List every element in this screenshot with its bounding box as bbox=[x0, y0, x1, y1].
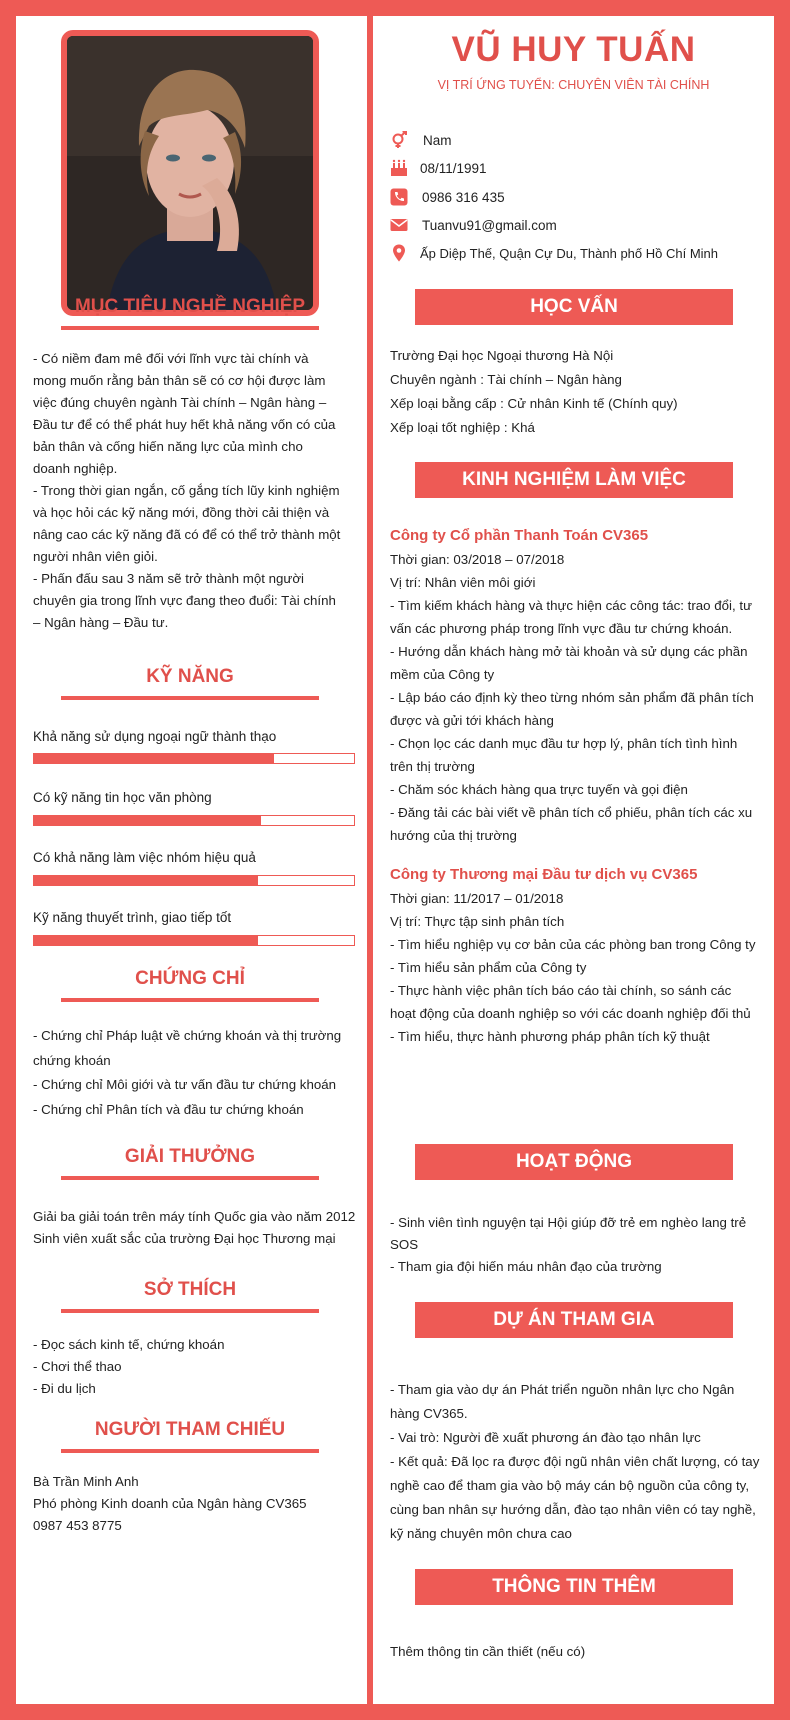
reference-name: Bà Trần Minh Anh bbox=[33, 1474, 139, 1489]
job-company: Công ty Cổ phần Thanh Toán CV365 bbox=[390, 527, 649, 544]
extra-info-title: THÔNG TIN THÊM bbox=[415, 1569, 733, 1605]
projects-title: DỰ ÁN THAM GIA bbox=[415, 1302, 733, 1338]
job-role: Vị trí: Thực tập sinh phân tích bbox=[390, 914, 565, 929]
gender-icon bbox=[390, 131, 408, 149]
project-item: - Vai trò: Người đề xuất phương án đào tạo nhân lực bbox=[390, 1430, 701, 1445]
job-task: - Hướng dẫn khách hàng mở tài khoản và sử dụng các phần mềm của Công ty bbox=[390, 644, 748, 682]
career-goal-title: MỤC TIÊU NGHỀ NGHIỆP bbox=[61, 296, 319, 318]
career-goal-text bbox=[33, 348, 341, 634]
skill-bar bbox=[33, 815, 355, 826]
education-title: HỌC VẤN bbox=[415, 289, 733, 325]
right-column bbox=[373, 16, 774, 1704]
certificate-item: - Chứng chỉ Pháp luật về chứng khoán và thị trường chứng khoán bbox=[33, 1028, 342, 1068]
contact-gender bbox=[390, 129, 452, 151]
awards-title: GIẢI THƯỞNG bbox=[61, 1146, 319, 1168]
job-task: - Chăm sóc khách hàng qua trực tuyến và gọi điện bbox=[390, 782, 688, 797]
contact-phone bbox=[390, 186, 505, 208]
certificate-item: - Chứng chỉ Môi giới và tư vấn đầu tư chứng khoán bbox=[33, 1077, 337, 1092]
extra-info-text: Thêm thông tin cần thiết (nếu có) bbox=[390, 1644, 586, 1659]
phone-value: 0986 316 435 bbox=[422, 189, 505, 205]
contact-birthday bbox=[390, 157, 487, 179]
education-line: Xếp loại tốt nghiệp : Khá bbox=[390, 420, 535, 435]
education-block bbox=[390, 344, 760, 440]
skills-title: KỸ NĂNG bbox=[61, 666, 319, 688]
education-line: Chuyên ngành : Tài chính – Ngân hàng bbox=[390, 372, 622, 387]
certificates-list bbox=[33, 1024, 349, 1122]
career-goal-paragraph: - Trong thời gian ngắn, cố gắng tích lũy kinh nghiệm và học hỏi các kỹ năng mới, đồng thời cải thiện và nâng cao các kỹ năng đã có để có thể trở thành một người nhân viên giỏi. bbox=[33, 483, 341, 564]
skill-bar bbox=[33, 875, 355, 886]
phone-icon bbox=[390, 188, 408, 206]
email-icon bbox=[390, 216, 408, 234]
project-item: - Kết quả: Đã lọc ra được đội ngũ nhân viên chất lượng, có tay nghề cao để tham gia vào bộ máy cán bộ nguồn của công ty, cùng ban nhân sự hướng dẫn, đào tạo nhân viên có tay nghề, kỹ năng chuyên môn chưa cao bbox=[390, 1454, 760, 1541]
activity-item: - Tham gia đội hiến máu nhân đạo của trường bbox=[390, 1259, 662, 1274]
projects-block bbox=[390, 1378, 760, 1546]
job-task: - Tìm hiểu, thực hành phương pháp phân tích kỹ thuật bbox=[390, 1029, 710, 1044]
job-task: - Tìm hiểu sản phẩm của Công ty bbox=[390, 960, 587, 975]
left-column bbox=[16, 16, 367, 1704]
certificate-item: - Chứng chỉ Phân tích và đầu tư chứng khoán bbox=[33, 1101, 304, 1117]
skill-bar-fill bbox=[34, 876, 258, 885]
job-company: Công ty Thương mại Đầu tư dịch vụ CV365 bbox=[390, 866, 698, 883]
job-time: Thời gian: 03/2018 – 07/2018 bbox=[390, 552, 565, 567]
skill-label: Khả năng sử dụng ngoại ngữ thành thạo bbox=[33, 729, 277, 744]
activities-block bbox=[390, 1212, 760, 1278]
position-title: VỊ TRÍ ỨNG TUYỂN: CHUYÊN VIÊN TÀI CHÍNH bbox=[437, 78, 710, 92]
birthday-value: 08/11/1991 bbox=[420, 160, 487, 176]
hobby-item: - Chơi thể thao bbox=[33, 1359, 122, 1374]
reference-role: Phó phòng Kinh doanh của Ngân hàng CV365 bbox=[33, 1496, 307, 1511]
candidate-name: VŨ HUY TUẤN bbox=[451, 30, 696, 69]
career-goal-paragraph: - Phấn đấu sau 3 năm sẽ trở thành một người chuyên gia trong lĩnh vực đang theo đuổi: Tài chính – Ngân hàng – Đầu tư. bbox=[33, 571, 336, 630]
project-item: - Tham gia vào dự án Phát triển nguồn nhân lực cho Ngân hàng CV365. bbox=[390, 1382, 735, 1421]
job-task: - Đăng tải các bài viết về phân tích cổ phiếu, phân tích các xu hướng của thị trường bbox=[390, 805, 753, 843]
job-task: - Tìm kiếm khách hàng và thực hiện các công tác: trao đổi, tư vấn các phương pháp trong lĩnh vực đầu tư chứng khoán. bbox=[390, 598, 752, 636]
hobbies-title: SỞ THÍCH bbox=[61, 1279, 319, 1301]
skill-bar-fill bbox=[34, 936, 258, 945]
skill-bar-fill bbox=[34, 816, 261, 825]
job-task: - Chọn lọc các danh mục đầu tư hợp lý, phân tích tình hình trên thị trường bbox=[390, 736, 738, 774]
email-value[interactable]: Tuanvu91@gmail.com bbox=[422, 217, 557, 233]
skill-label: Kỹ năng thuyết trình, giao tiếp tốt bbox=[33, 910, 232, 925]
reference-phone: 0987 453 8775 bbox=[33, 1518, 122, 1533]
education-line: Trường Đại học Ngoại thương Hà Nội bbox=[390, 348, 614, 363]
activity-item: - Sinh viên tình nguyện tại Hội giúp đỡ trẻ em nghèo lang trẻ SOS bbox=[390, 1215, 747, 1252]
skill-label: Có khả năng làm việc nhóm hiệu quả bbox=[33, 850, 256, 865]
job-role: Vị trí: Nhân viên môi giới bbox=[390, 575, 536, 590]
job-time: Thời gian: 11/2017 – 01/2018 bbox=[390, 891, 564, 906]
skill-bar bbox=[33, 935, 355, 946]
job-task: - Lập báo cáo định kỳ theo từng nhóm sản phẩm đã phân tích được và gửi tới khách hàng bbox=[390, 690, 754, 728]
hobbies-list bbox=[33, 1334, 373, 1400]
experience-title: KINH NGHIỆM LÀM VIỆC bbox=[415, 462, 733, 498]
award-item: Sinh viên xuất sắc của trường Đại học Thương mại bbox=[33, 1231, 336, 1246]
education-line: Xếp loại bằng cấp : Cử nhân Kinh tế (Chính quy) bbox=[390, 396, 678, 411]
location-pin-icon bbox=[390, 244, 408, 262]
hobby-item: - Đọc sách kinh tế, chứng khoán bbox=[33, 1337, 225, 1352]
profile-photo bbox=[61, 30, 319, 316]
certificates-title: CHỨNG CHỈ bbox=[61, 968, 319, 990]
address-value: Ấp Diệp Thế, Quận Cự Du, Thành phố Hồ Chí Minh bbox=[420, 245, 718, 261]
activities-title: HOẠT ĐỘNG bbox=[415, 1144, 733, 1180]
contact-email bbox=[390, 214, 557, 236]
skill-bar bbox=[33, 753, 355, 764]
contact-address bbox=[390, 242, 718, 264]
job-task: - Tìm hiểu nghiệp vụ cơ bản của các phòng ban trong Công ty bbox=[390, 937, 756, 952]
reference-block bbox=[33, 1471, 373, 1537]
job-task: - Thực hành việc phân tích báo cáo tài chính, so sánh các hoạt động của doanh nghiệp so với các doanh nghiệp đối thủ bbox=[390, 983, 751, 1021]
skill-label: Có kỹ năng tin học văn phòng bbox=[33, 790, 212, 805]
reference-title: NGƯỜI THAM CHIẾU bbox=[61, 1419, 319, 1441]
cake-icon bbox=[390, 159, 408, 177]
awards-list bbox=[33, 1206, 373, 1250]
experience-block bbox=[390, 524, 760, 1048]
career-goal-paragraph: - Có niềm đam mê đối với lĩnh vực tài chính và mong muốn rằng bản thân sẽ có cơ hội được làm việc đúng chuyên ngành Tài chính – Ngân hàng – Đầu tư để có thể phát huy hết khả năng vốn có của bản thân và cống hiến năng lực của mình cho doanh nghiệp. bbox=[33, 351, 336, 476]
award-item: Giải ba giải toán trên máy tính Quốc gia vào năm 2012 bbox=[33, 1209, 356, 1224]
gender-value: Nam bbox=[423, 132, 452, 148]
hobby-item: - Đi du lịch bbox=[33, 1381, 96, 1396]
skill-bar-fill bbox=[34, 754, 274, 763]
